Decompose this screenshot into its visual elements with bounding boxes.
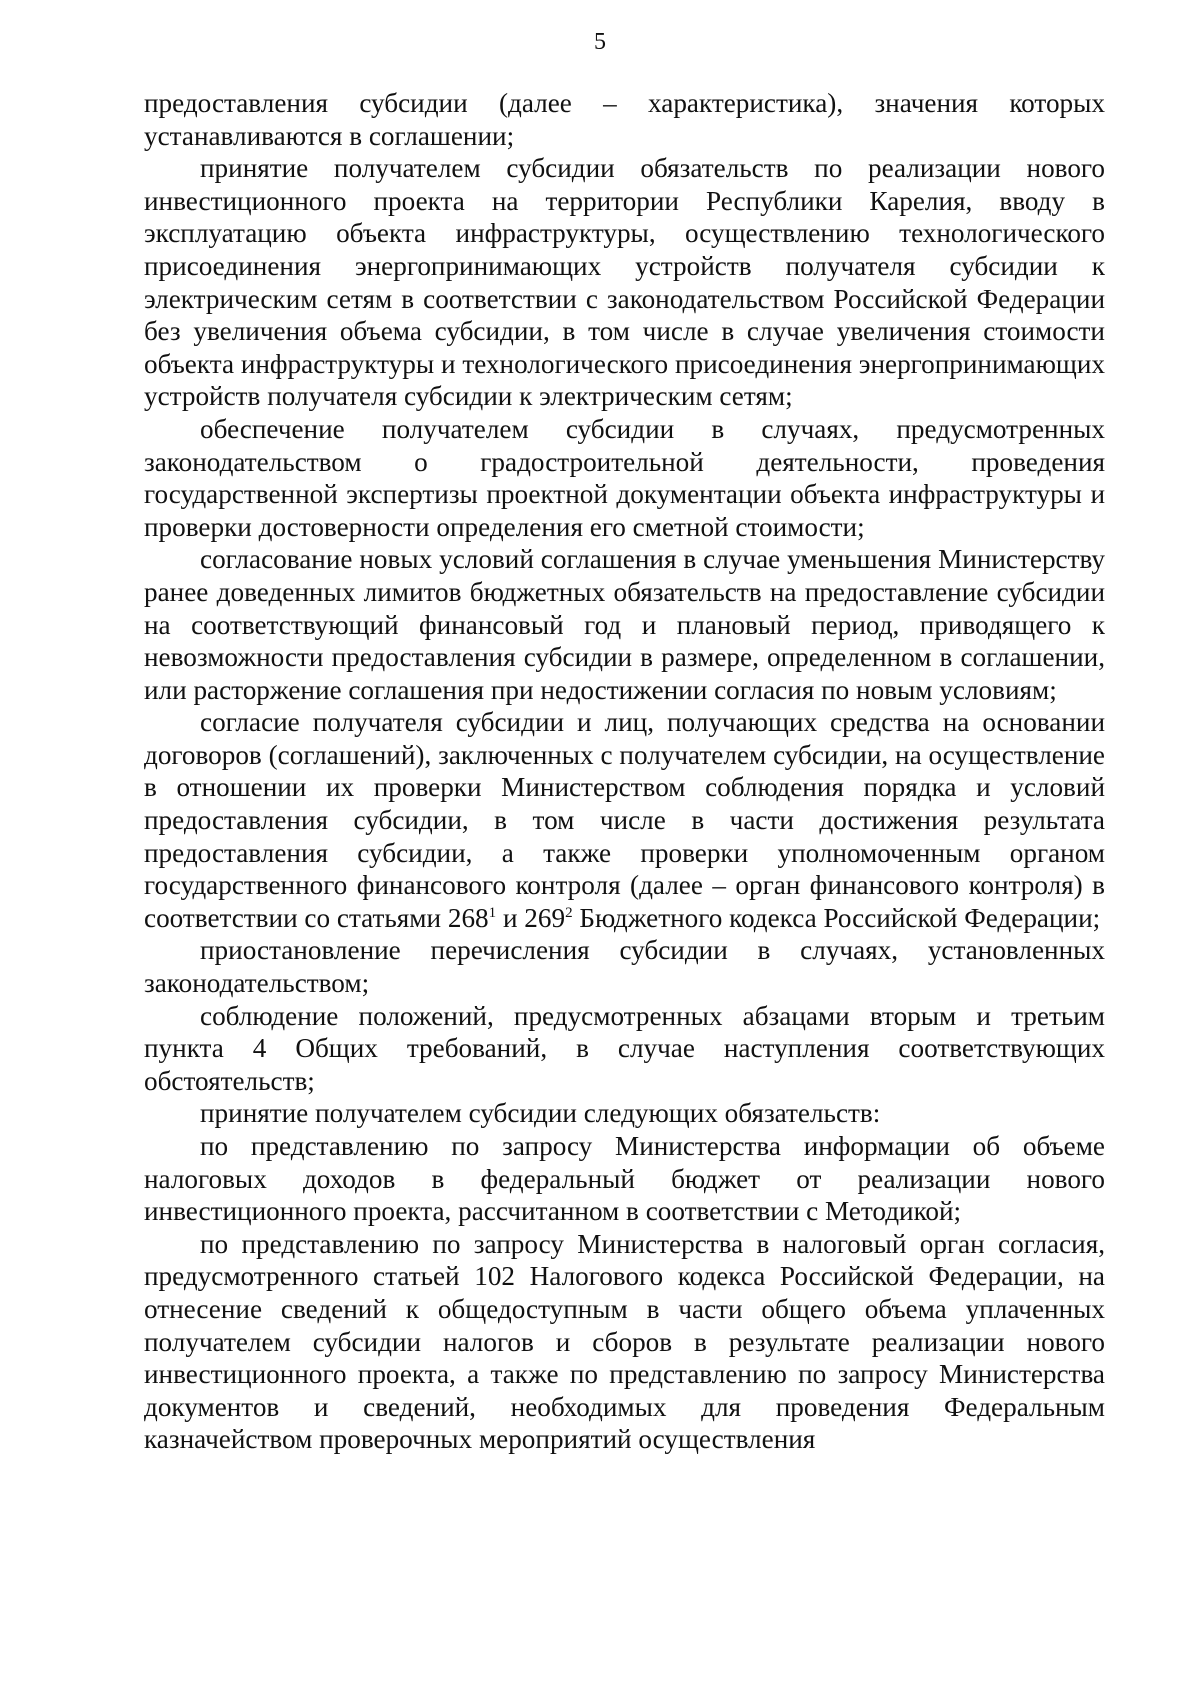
consent-text-part-3: Бюджетного кодекса Российской Федерации; — [572, 902, 1101, 933]
article-269-superscript: 2 — [565, 904, 573, 921]
paragraph-obligations-intro: принятие получателем субсидии следующих обязательств: — [200, 1098, 881, 1129]
paragraph-state-expertise: обеспечение получателем субсидии в случаях, предусмотренных законодательством о градостроительной деятельности, проведения государственной экспертизы проектной документации объекта инфраструктуры и проверки достоверности определения его сметной стоимости; — [144, 413, 1105, 542]
document-body — [144, 87, 1105, 1456]
paragraph-compliance: соблюдение положений, предусмотренных абзацами вторым и третьим пункта 4 Общих требований, в случае наступления соответствующих обстоятельств; — [144, 1000, 1105, 1096]
paragraph-suspension: приостановление перечисления субсидии в случаях, установленных законодательством; — [144, 935, 1105, 999]
paragraph-consent-to-audit — [144, 706, 1105, 934]
paragraph-new-conditions: согласование новых условий соглашения в случае уменьшения Министерству ранее доведенных лимитов бюджетных обязательств на предоставление субсидии на соответствующий финансовый год и плановый период, приводящего к невозможности предоставления субсидии в размере, определенном в соглашении, или расторжение соглашения при недостижении согласия по новым условиям; — [144, 544, 1105, 705]
consent-text-part-2: и 269 — [496, 902, 566, 933]
paragraph-investment-obligations: принятие получателем субсидии обязательств по реализации нового инвестиционного проекта на территории Республики Карелия, вводу в эксплуатацию объекта инфраструктуры, осуществлению технологического присоединения энергопринимающих устройств получателя субсидии к электрическим сетям в соответствии с законодательством Российской Федерации без увеличения объема субсидии, в том числе в случае увеличения стоимости объекта инфраструктуры и технологического присоединения энергопринимающих устройств получателя субсидии к электрическим сетям; — [144, 153, 1105, 412]
paragraph-tax-income-info: по представлению по запросу Министерства информации об объеме налоговых доходов в федеральный бюджет от реализации нового инвестиционного проекта, рассчитанном в соответствии с Методикой; — [144, 1131, 1105, 1227]
page-number: 5 — [594, 29, 606, 55]
article-268-superscript: 1 — [488, 904, 497, 921]
paragraph-characteristic: предоставления субсидии (далее – характеристика), значения которых устанавливаются в соглашении; — [144, 88, 1105, 151]
paragraph-tax-authority-consent: по представлению по запросу Министерства в налоговый орган согласия, предусмотренного статьей 102 Налогового кодекса Российской Федерации, на отнесение сведений к общедоступным в части общего объема уплаченных получателем субсидии налогов и сборов в результате реализации нового инвестиционного проекта, а также по представлению по запросу Министерства документов и сведений, необходимых для проведения Федеральным казначейством проверочных мероприятий осуществления — [144, 1228, 1105, 1455]
consent-text-part-1: согласие получателя субсидии и лиц, получающих средства на основании договоров (соглашений), заключенных с получателем субсидии, на осуществление в отношении их проверки Министерством соблюдения порядка и условий предоставления субсидии, в том числе в части достижения результата предоставления субсидии, а также проверки уполномоченным органом государственного финансового контроля (далее – орган финансового контроля) в соответствии со статьями 268 — [144, 707, 1105, 933]
